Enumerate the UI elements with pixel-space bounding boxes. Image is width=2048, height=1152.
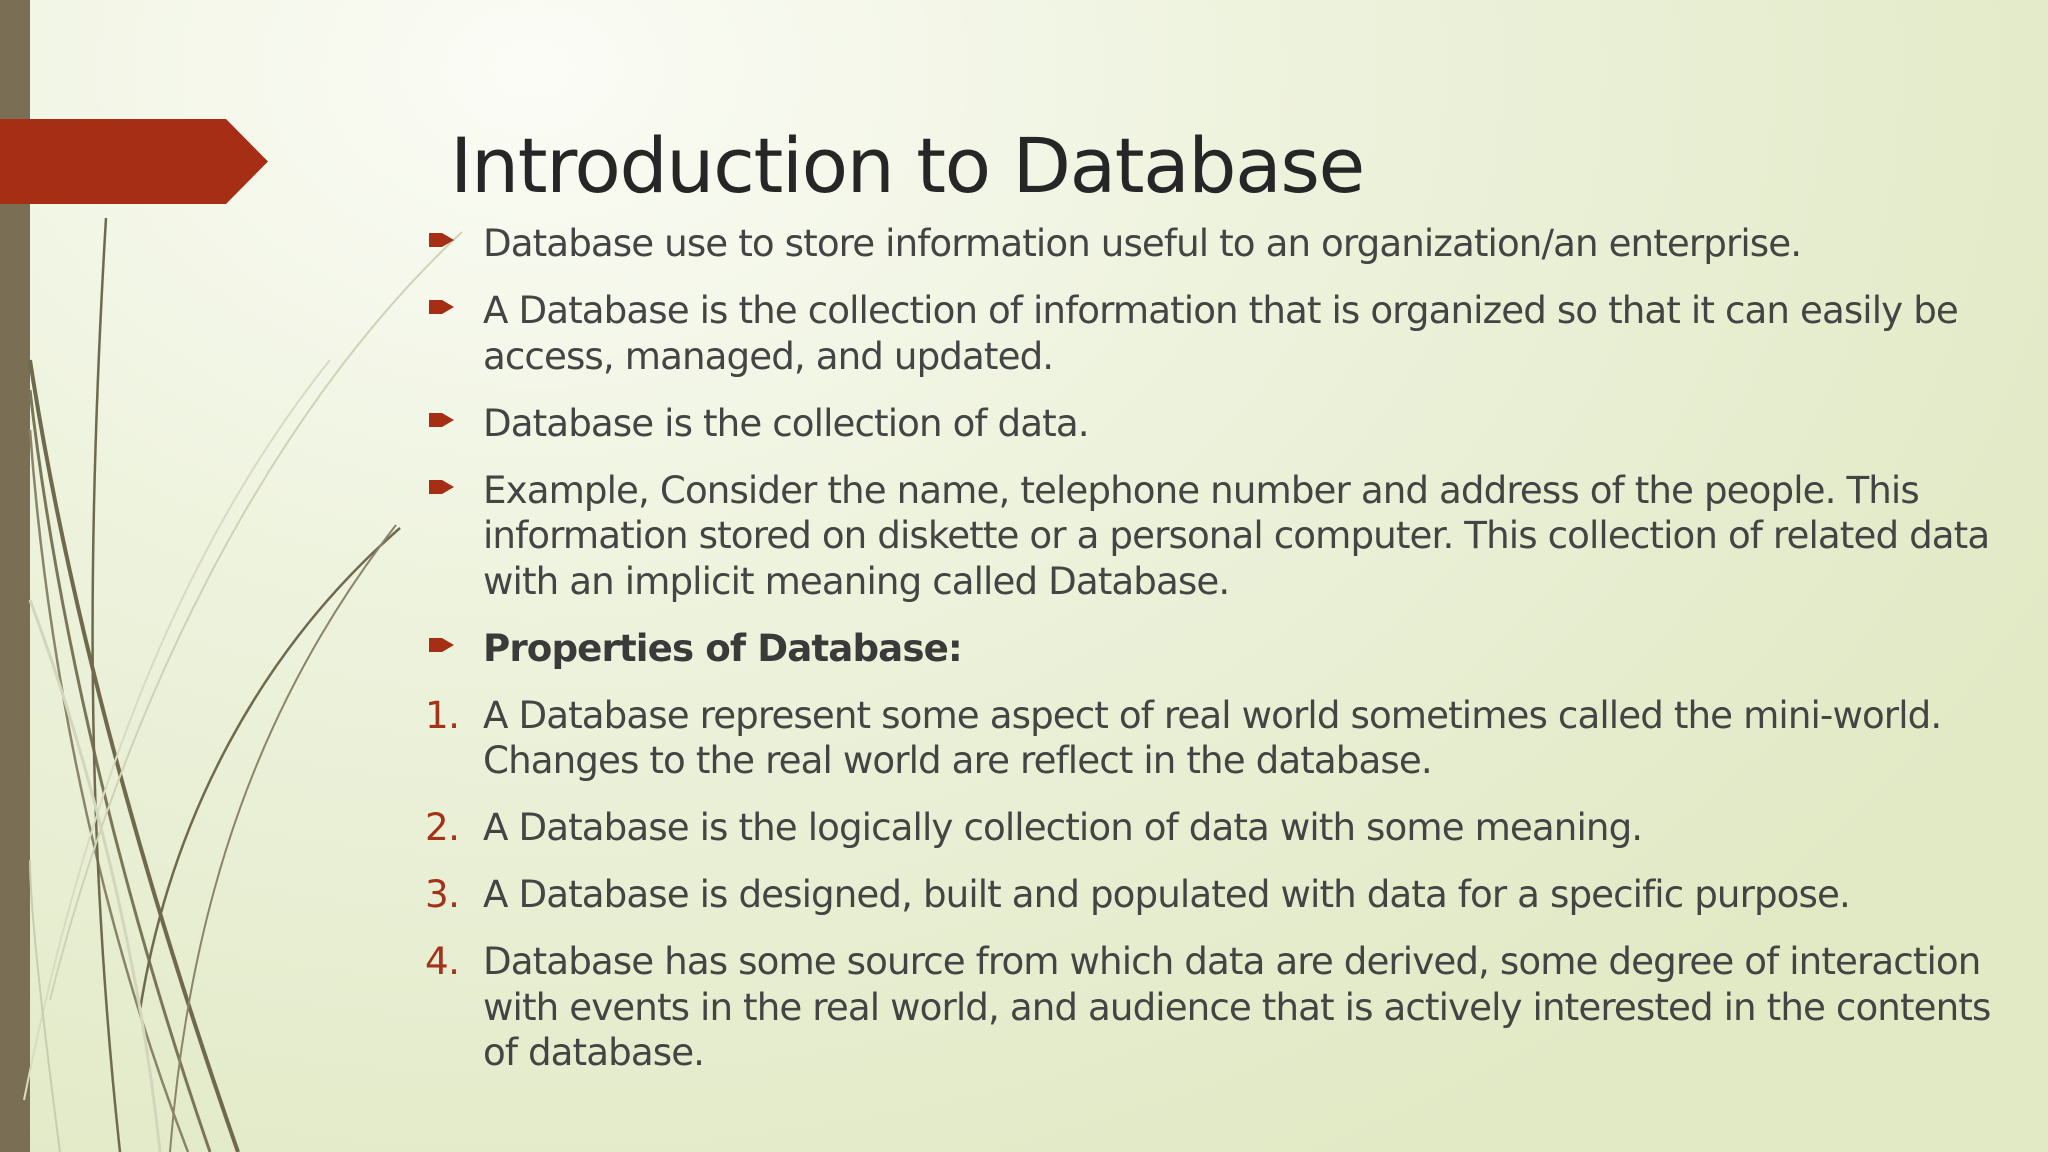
bullet-item: [425, 401, 2025, 447]
numbered-item: [425, 805, 2025, 851]
title-accent-arrow: [0, 119, 268, 204]
bullet-text: Example, Consider the name, telephone number and address of the people. This information stored on diskette or a personal computer. This collection of related data with an implicit meaning called Database.: [483, 467, 1990, 603]
bullet-text: A Database is the collection of information that is organized so that it can easily be access, managed, and updated.: [483, 288, 1958, 378]
properties-heading: Properties of Database:: [483, 625, 962, 670]
item-number: 3.: [425, 872, 460, 916]
slide-content: [425, 221, 2025, 1097]
numbered-text: A Database is designed, built and populated with data for a specific purpose.: [483, 872, 1850, 916]
item-number: 4.: [425, 939, 460, 983]
arrow-bullet-icon: [429, 636, 455, 654]
item-number: 1.: [425, 692, 460, 737]
bullet-item: [425, 288, 2025, 379]
arrow-bullet-icon: [429, 478, 455, 496]
bullet-text: Database use to store information useful to an organization/an enterprise.: [483, 221, 1802, 265]
bullet-item: [425, 221, 2025, 267]
numbered-item: [425, 939, 2025, 1076]
numbered-item: [425, 693, 2025, 784]
bullet-text: Database is the collection of data.: [483, 400, 1089, 445]
arrow-bullet-icon: [429, 411, 455, 429]
bullet-item: [425, 468, 2025, 605]
numbered-text: Database has some source from which data are derived, some degree of interaction with events in the real world, and audience that is actively interested in the contents of database.: [483, 939, 1991, 1074]
numbered-text: A Database is the logically collection of data with some meaning.: [483, 805, 1643, 849]
slide-title: Introduction to Database: [450, 121, 1364, 210]
numbered-item: [425, 872, 2025, 918]
numbered-text: A Database represent some aspect of real world sometimes called the mini-world. Changes to the real world are reflect in the database.: [483, 692, 1942, 782]
arrow-bullet-icon: [429, 298, 455, 316]
item-number: 2.: [425, 805, 460, 849]
bullet-item-heading: [425, 626, 2025, 672]
arrow-bullet-icon: [429, 231, 455, 249]
